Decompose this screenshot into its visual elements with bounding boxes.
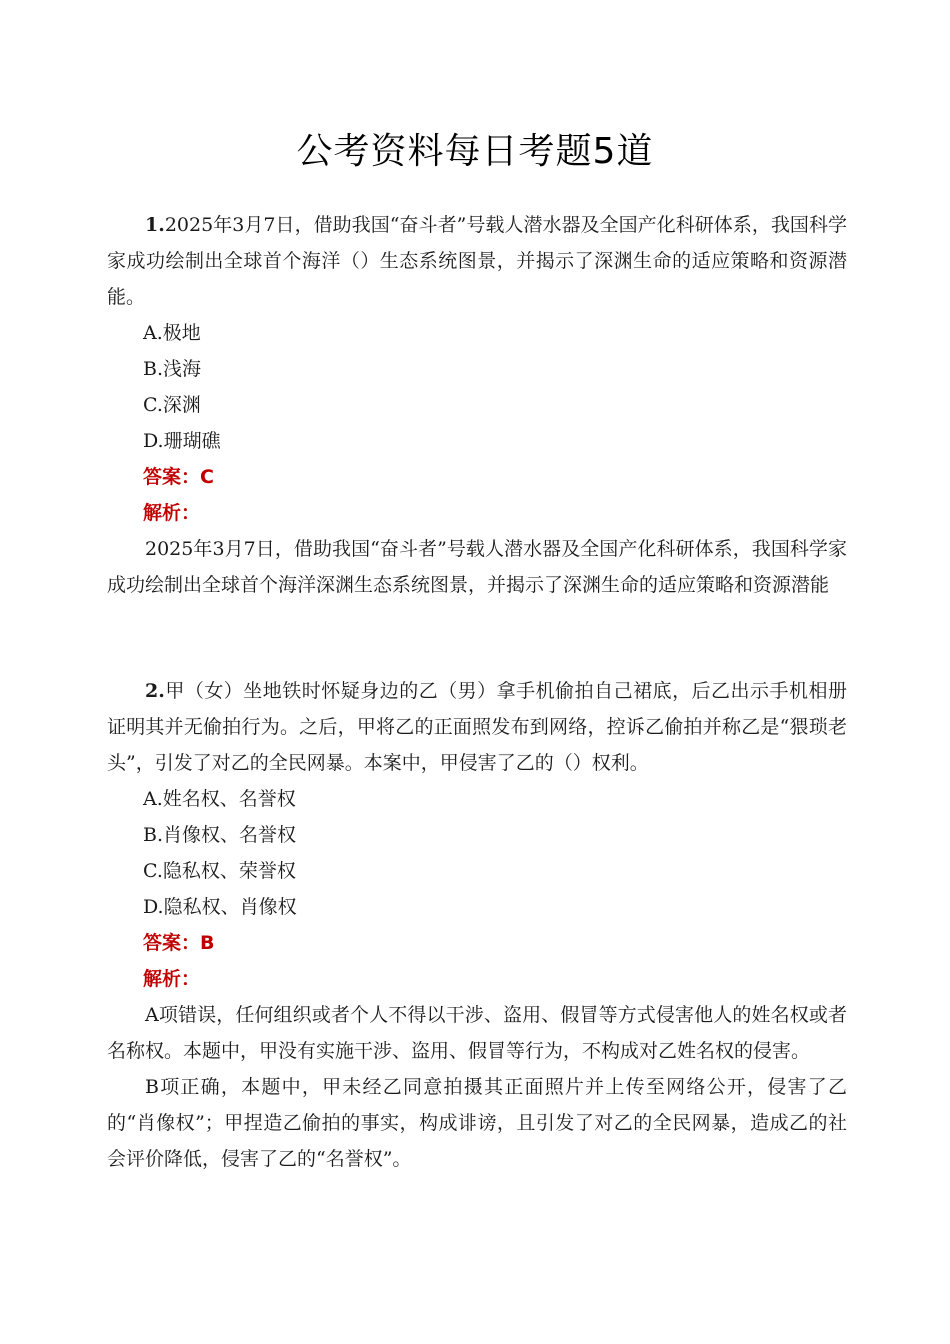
page-title: 公考资料每日考题5道 [296,131,654,172]
option-a: A.极地 [143,322,201,344]
option-c: C.深渊 [143,394,201,416]
analysis-paragraph: 2025年3月7日，借助我国“奋斗者”号载人潜水器及全国产化科研体系，我国科学家成功绘制出全球首个海洋深渊生态系统图景，并揭示了深渊生命的适应策略和资源潜能 [107,538,847,596]
question-text: 甲（女）坐地铁时怀疑身边的乙（男）拿手机偷拍自己裙底，后乙出示手机相册证明其并无偷拍行为。之后，甲将乙的正面照发布到网络，控诉乙偷拍并称乙是“猥琐老头”，引发了对乙的全民网暴。本案中，甲侵害了乙的（）权利。 [107,680,847,774]
analysis-label: 解析： [143,502,201,524]
analysis-paragraph: A项错误，任何组织或者个人不得以干涉、盗用、假冒等方式侵害他人的姓名权或者名称权。本题中，甲没有实施干涉、盗用、假冒等行为，不构成对乙姓名权的侵害。 [107,1004,847,1062]
answer: 答案：B [143,932,215,954]
question-text: 2025年3月7日，借助我国“奋斗者”号载人潜水器及全国产化科研体系，我国科学家成功绘制出全球首个海洋（）生态系统图景，并揭示了深渊生命的适应策略和资源潜能。 [107,214,847,308]
option-c: C.隐私权、荣誉权 [143,860,296,882]
option-b: B.浅海 [143,358,202,380]
analysis-label: 解析： [143,968,201,990]
option-d: D.珊瑚礁 [143,430,221,452]
question-number: 1. [145,214,165,236]
option-b: B.肖像权、名誉权 [143,824,297,846]
question-stem [107,673,847,781]
option-a: A.姓名权、名誉权 [143,788,296,810]
question-2 [107,673,847,1177]
analysis-paragraph: B项正确，本题中，甲未经乙同意拍摄其正面照片并上传至网络公开，侵害了乙的“肖像权”；甲捏造乙偷拍的事实，构成诽谤，且引发了对乙的全民网暴，造成乙的社会评价降低，侵害了乙的“名誉权”。 [107,1076,847,1170]
question-1 [107,207,847,603]
answer: 答案：C [143,466,214,488]
question-number: 2. [145,680,165,702]
option-d: D.隐私权、肖像权 [143,896,297,918]
question-stem [107,207,847,315]
